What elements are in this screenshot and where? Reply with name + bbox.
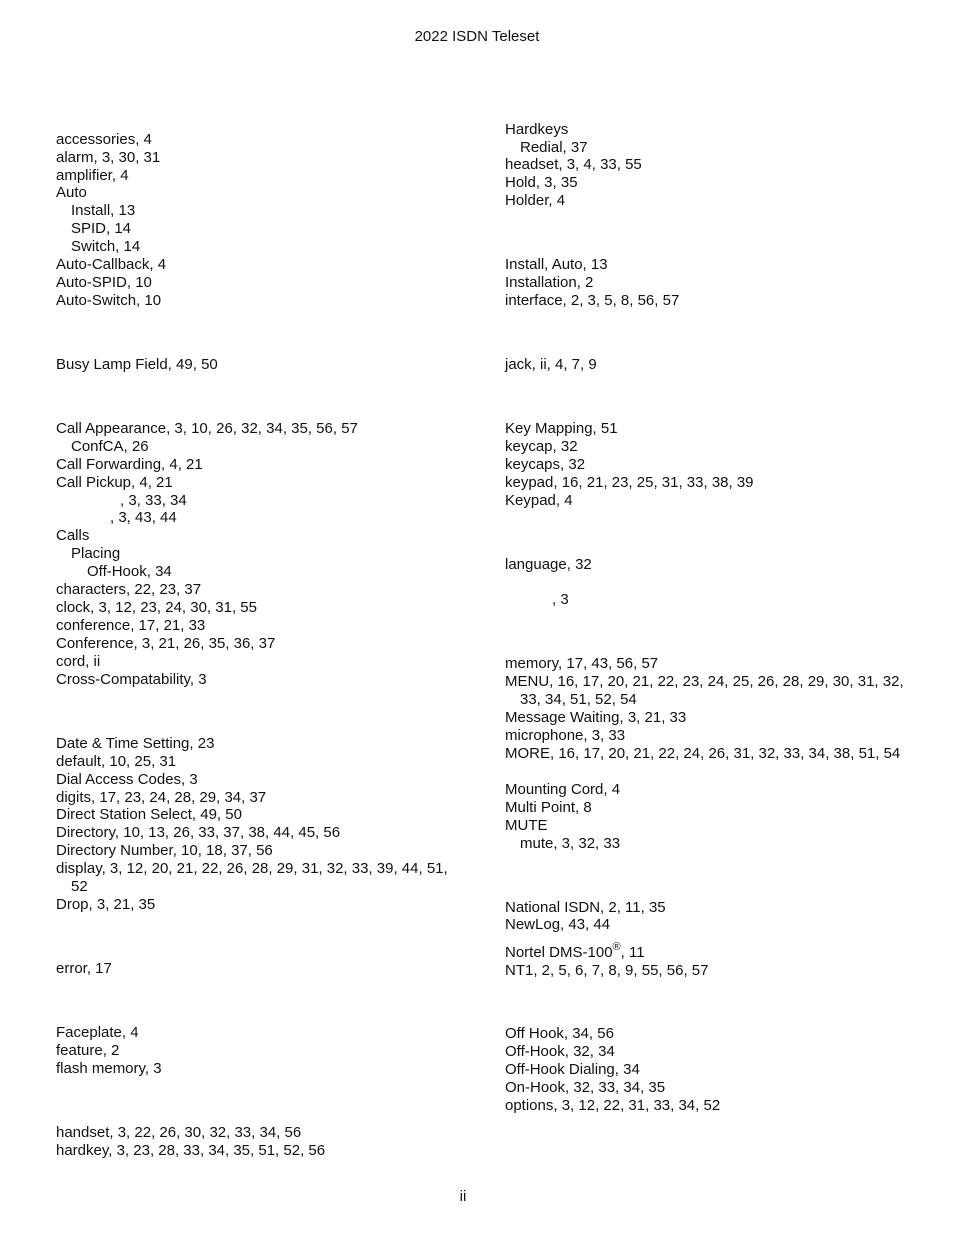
index-entry: Drop, 3, 21, 35 [56, 896, 156, 913]
index-entry: Keypad, 4 [505, 492, 573, 509]
index-entry: Key Mapping, 51 [505, 420, 618, 437]
index-entry: MENU, 16, 17, 20, 21, 22, 23, 24, 25, 26, 28, 29, 30, 31, 32, 33, 34, 51, 52, 54 [505, 673, 904, 708]
index-entry: Calls [56, 527, 90, 544]
index-entry: Busy Lamp Field, 49, 50 [56, 356, 218, 373]
index-subentry: Switch, 14 [71, 238, 141, 255]
index-subentry: ConfCA, 26 [71, 438, 149, 455]
index-entry: flash memory, 3 [56, 1060, 162, 1077]
index-entry: language, 32 [505, 556, 592, 573]
entry-pages: , 11 [620, 944, 645, 961]
index-entry: Installation, 2 [505, 274, 594, 291]
index-entry: Mounting Cord, 4 [505, 781, 621, 798]
index-entry: cord, ii [56, 653, 101, 670]
index-entry: , 3 [552, 591, 569, 608]
index-entry: Call Appearance, 3, 10, 26, 32, 34, 35, 56, 57 [56, 420, 358, 437]
index-entry: Hold, 3, 35 [505, 174, 578, 191]
index-entry: Message Waiting, 3, 21, 33 [505, 709, 687, 726]
index-subentry: Placing [71, 545, 121, 562]
index-entry: accessories, 4 [56, 131, 152, 148]
index-entry: Directory Number, 10, 18, 37, 56 [56, 842, 273, 859]
index-entry: Hardkeys [505, 121, 569, 138]
index-subentry: mute, 3, 32, 33 [520, 835, 621, 852]
index-entry: Auto-Switch, 10 [56, 292, 162, 309]
index-entry: feature, 2 [56, 1042, 120, 1059]
index-entry: Direct Station Select, 49, 50 [56, 806, 242, 823]
index-entry: Cross-Compatability, 3 [56, 671, 207, 688]
index-subentry: SPID, 14 [71, 220, 132, 237]
index-entry: Faceplate, 4 [56, 1024, 139, 1041]
index-entry: handset, 3, 22, 26, 30, 32, 33, 34, 56 [56, 1124, 302, 1141]
index-entry: memory, 17, 43, 56, 57 [505, 655, 659, 672]
index-entry: Install, Auto, 13 [505, 256, 608, 273]
index-entry: On-Hook, 32, 33, 34, 35 [505, 1079, 666, 1096]
index-entry: , 3, 43, 44 [110, 509, 177, 526]
index-entry: keycaps, 32 [505, 456, 586, 473]
index-entry: display, 3, 12, 20, 21, 22, 26, 28, 29, 31, 32, 33, 39, 44, 51, 52 [56, 860, 448, 895]
page-number: ii [459, 1188, 467, 1205]
index-entry: NewLog, 43, 44 [505, 916, 611, 933]
index-entry: digits, 17, 23, 24, 28, 29, 34, 37 [56, 789, 267, 806]
index-entry: Multi Point, 8 [505, 799, 592, 816]
index-entry: Holder, 4 [505, 192, 566, 209]
index-subentry: Off-Hook, 34 [87, 563, 172, 580]
index-entry: options, 3, 12, 22, 31, 33, 34, 52 [505, 1097, 721, 1114]
entry-term: Nortel DMS-100 [505, 944, 613, 961]
index-entry: Auto-SPID, 10 [56, 274, 152, 291]
index-entry: Off-Hook Dialing, 34 [505, 1061, 640, 1078]
index-entry: Call Pickup, 4, 21 [56, 474, 173, 491]
index-entry: microphone, 3, 33 [505, 727, 626, 744]
index-entry [505, 941, 915, 963]
index-entry: amplifier, 4 [56, 167, 129, 184]
index-entry: Call Forwarding, 4, 21 [56, 456, 203, 473]
index-entry: MORE, 16, 17, 20, 21, 22, 24, 26, 31, 32, 33, 34, 38, 51, 54 [505, 745, 901, 762]
index-entry: , 3, 33, 34 [120, 492, 187, 509]
index-entry: Date & Time Setting, 23 [56, 735, 215, 752]
index-entry: keycap, 32 [505, 438, 578, 455]
index-subentry: Redial, 37 [520, 139, 588, 156]
index-entry: Dial Access Codes, 3 [56, 771, 198, 788]
index-entry: error, 17 [56, 960, 112, 977]
index-entry: Off Hook, 34, 56 [505, 1025, 614, 1042]
index-entry: headset, 3, 4, 33, 55 [505, 156, 642, 173]
index-entry: Auto-Callback, 4 [56, 256, 167, 273]
index-entry: National ISDN, 2, 11, 35 [505, 899, 666, 916]
index-entry: jack, ii, 4, 7, 9 [505, 356, 597, 373]
registered-mark: ® [612, 941, 621, 953]
index-entry: Directory, 10, 13, 26, 33, 37, 38, 44, 45, 56 [56, 824, 341, 841]
index-entry: Off-Hook, 32, 34 [505, 1043, 615, 1060]
index-entry: interface, 2, 3, 5, 8, 56, 57 [505, 292, 680, 309]
index-subentry: Install, 13 [71, 202, 136, 219]
index-entry: clock, 3, 12, 23, 24, 30, 31, 55 [56, 599, 257, 616]
index-entry: Auto [56, 184, 87, 201]
index-entry: MUTE [505, 817, 548, 834]
index-entry: characters, 22, 23, 37 [56, 581, 202, 598]
index-entry: Conference, 3, 21, 26, 35, 36, 37 [56, 635, 276, 652]
index-entry: default, 10, 25, 31 [56, 753, 177, 770]
index-entry: hardkey, 3, 23, 28, 33, 34, 35, 51, 52, 56 [56, 1142, 326, 1159]
page-header: 2022 ISDN Teleset [414, 28, 540, 45]
index-entry: conference, 17, 21, 33 [56, 617, 206, 634]
index-entry: NT1, 2, 5, 6, 7, 8, 9, 55, 56, 57 [505, 962, 709, 979]
index-entry: alarm, 3, 30, 31 [56, 149, 161, 166]
index-entry: keypad, 16, 21, 23, 25, 31, 33, 38, 39 [505, 474, 754, 491]
